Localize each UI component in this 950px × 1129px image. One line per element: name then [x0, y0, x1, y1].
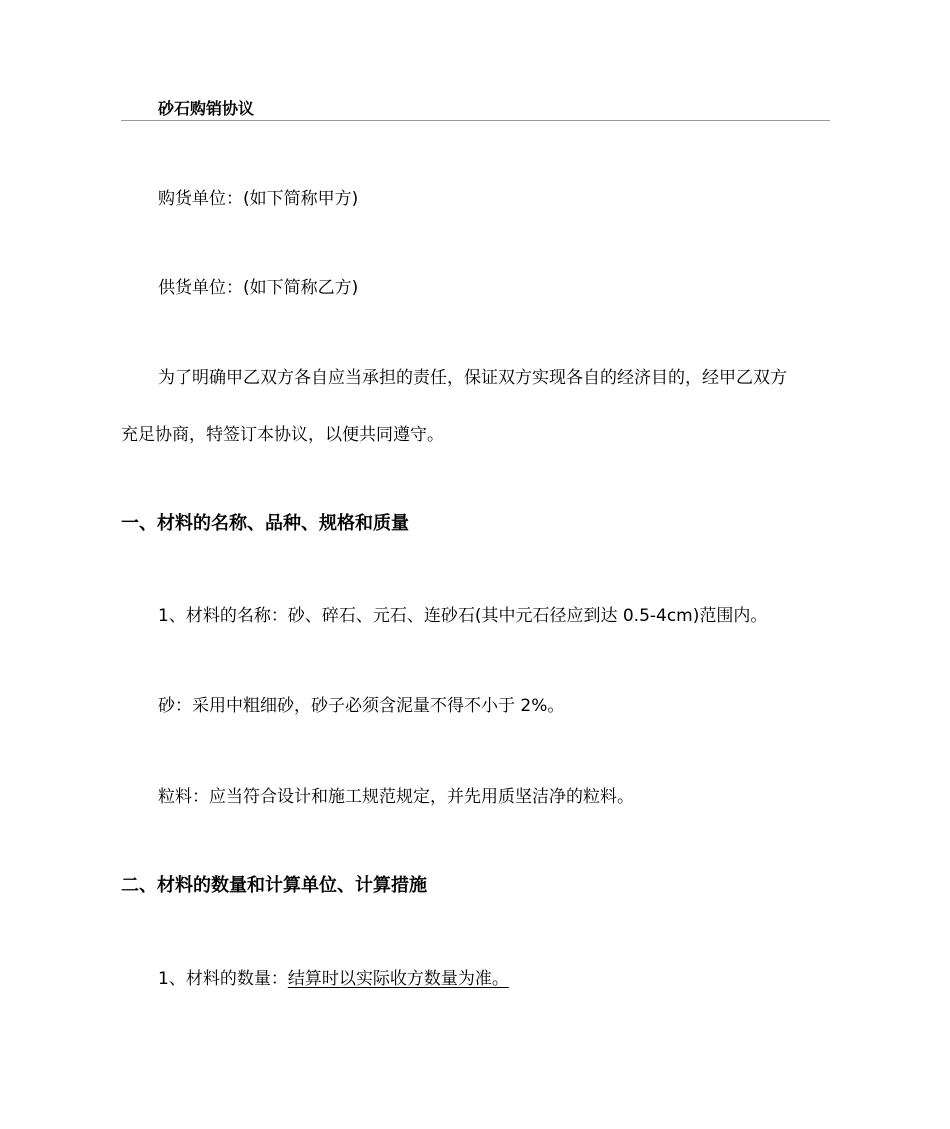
intro-paragraph-line-1: 为了明确甲乙双方各自应当承担的责任，保证双方实现各自的经济目的，经甲乙双方 [158, 368, 787, 388]
quantity-value: 结算时以实际收方数量为准。 [287, 969, 509, 989]
section-1-item-1: 1、材料的名称：砂、碎石、元石、连砂石(其中元石径应到达 0.5-4cm)范围内。 [158, 606, 768, 626]
section-1-heading: 一、材料的名称、品种、规格和质量 [121, 513, 409, 534]
intro-paragraph-line-2: 充足协商，特签订本协议，以便共同遵守。 [121, 425, 444, 445]
buyer-line: 购货单位：(如下简称甲方) [158, 189, 359, 209]
sand-requirement: 砂：采用中粗细砂，砂子必须含泥量不得不小于 2%。 [158, 696, 565, 716]
section-2-heading: 二、材料的数量和计算单位、计算措施 [121, 875, 427, 896]
aggregate-requirement: 粒料：应当符合设计和施工规范规定，并先用质坚洁净的粒料。 [158, 787, 634, 807]
header-divider [121, 120, 830, 121]
section-2-item-1 [158, 967, 509, 991]
document-header-title: 砂石购销协议 [158, 99, 255, 118]
quantity-label: 1、材料的数量： [158, 969, 288, 989]
supplier-line: 供货单位：(如下简称乙方) [158, 278, 359, 298]
